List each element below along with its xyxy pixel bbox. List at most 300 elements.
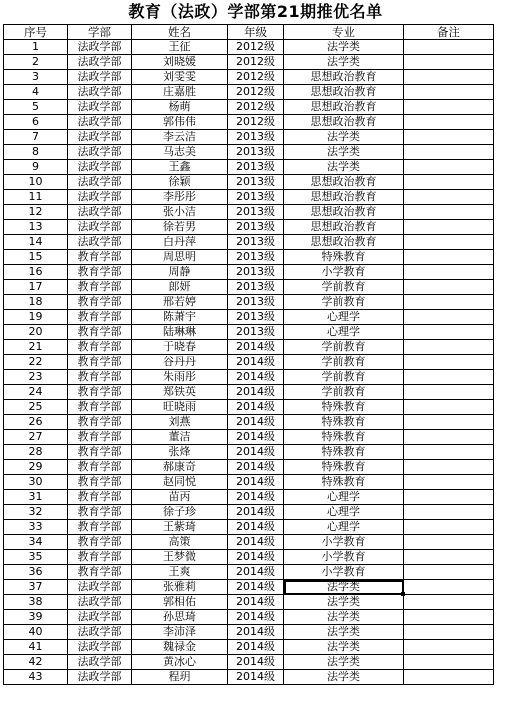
cell-major[interactable]: 思想政治教育 — [284, 100, 404, 115]
table-row — [4, 490, 494, 505]
cell-department[interactable]: 教育学部 — [68, 325, 132, 340]
cell-major[interactable]: 小学教育 — [284, 550, 404, 565]
cell-notes[interactable] — [404, 400, 494, 415]
cell-notes[interactable] — [404, 130, 494, 145]
cell-department[interactable]: 法政学部 — [68, 145, 132, 160]
cell-major[interactable]: 思想政治教育 — [284, 70, 404, 85]
cell-major[interactable]: 法学类 — [284, 595, 404, 610]
table-row — [4, 205, 494, 220]
table-row — [4, 460, 494, 475]
cell-notes[interactable] — [404, 310, 494, 325]
cell-notes[interactable] — [404, 355, 494, 370]
cell-notes[interactable] — [404, 280, 494, 295]
cell-index[interactable]: 2 — [4, 55, 68, 70]
cell-department[interactable]: 教育学部 — [68, 400, 132, 415]
cell-name[interactable]: 赵同悦 — [132, 475, 228, 490]
cell-major[interactable]: 特殊教育 — [284, 475, 404, 490]
cell-grade[interactable]: 2012级 — [228, 40, 284, 55]
cell-notes[interactable] — [404, 220, 494, 235]
cell-major[interactable]: 学前教育 — [284, 280, 404, 295]
cell-notes[interactable] — [404, 520, 494, 535]
cell-name[interactable]: 黄冰心 — [132, 655, 228, 670]
cell-index[interactable]: 34 — [4, 535, 68, 550]
cell-grade[interactable]: 2014级 — [228, 580, 284, 595]
cell-department[interactable]: 教育学部 — [68, 340, 132, 355]
cell-notes[interactable] — [404, 580, 494, 595]
cell-major[interactable]: 特殊教育 — [284, 400, 404, 415]
cell-grade[interactable]: 2013级 — [228, 130, 284, 145]
cell-notes[interactable] — [404, 325, 494, 340]
cell-grade[interactable]: 2013级 — [228, 295, 284, 310]
cell-index[interactable]: 8 — [4, 145, 68, 160]
cell-name[interactable]: 程玥 — [132, 670, 228, 685]
cell-notes[interactable] — [404, 235, 494, 250]
cell-notes[interactable] — [404, 85, 494, 100]
cell-major[interactable]: 法学类 — [284, 580, 404, 595]
cell-department[interactable]: 教育学部 — [68, 520, 132, 535]
cell-index[interactable]: 25 — [4, 400, 68, 415]
table-row — [4, 580, 494, 595]
cell-major[interactable]: 心理学 — [284, 505, 404, 520]
table-row — [4, 595, 494, 610]
cell-grade[interactable]: 2013级 — [228, 190, 284, 205]
cell-notes[interactable] — [404, 490, 494, 505]
cell-notes[interactable] — [404, 250, 494, 265]
cell-grade[interactable]: 2012级 — [228, 55, 284, 70]
cell-grade[interactable]: 2014级 — [228, 625, 284, 640]
table-row — [4, 145, 494, 160]
table-row — [4, 520, 494, 535]
cell-department[interactable]: 教育学部 — [68, 415, 132, 430]
cell-department[interactable]: 教育学部 — [68, 430, 132, 445]
cell-index[interactable]: 32 — [4, 505, 68, 520]
cell-department[interactable]: 教育学部 — [68, 505, 132, 520]
header-department[interactable]: 学部 — [68, 25, 132, 40]
cell-notes[interactable] — [404, 430, 494, 445]
cell-name[interactable]: 王鑫 — [132, 160, 228, 175]
cell-major[interactable]: 思想政治教育 — [284, 175, 404, 190]
cell-name[interactable]: 郝康奇 — [132, 460, 228, 475]
cell-index[interactable]: 27 — [4, 430, 68, 445]
cell-department[interactable]: 法政学部 — [68, 70, 132, 85]
table-row — [4, 445, 494, 460]
cell-index[interactable]: 41 — [4, 640, 68, 655]
cell-grade[interactable]: 2014级 — [228, 655, 284, 670]
cell-major[interactable]: 思想政治教育 — [284, 85, 404, 100]
cell-grade[interactable]: 2014级 — [228, 670, 284, 685]
cell-index[interactable]: 16 — [4, 265, 68, 280]
cell-department[interactable]: 法政学部 — [68, 160, 132, 175]
cell-name[interactable]: 邢若婷 — [132, 295, 228, 310]
cell-notes[interactable] — [404, 115, 494, 130]
cell-index[interactable]: 6 — [4, 115, 68, 130]
cell-grade[interactable]: 2014级 — [228, 520, 284, 535]
cell-department[interactable]: 法政学部 — [68, 205, 132, 220]
cell-notes[interactable] — [404, 460, 494, 475]
header-index[interactable]: 序号 — [4, 25, 68, 40]
cell-notes[interactable] — [404, 190, 494, 205]
table-row — [4, 655, 494, 670]
cell-index[interactable]: 12 — [4, 205, 68, 220]
cell-notes[interactable] — [404, 610, 494, 625]
cell-department[interactable]: 法政学部 — [68, 640, 132, 655]
cell-grade[interactable]: 2014级 — [228, 505, 284, 520]
header-row — [4, 25, 494, 40]
cell-name[interactable]: 白丹萍 — [132, 235, 228, 250]
cell-major[interactable]: 法学类 — [284, 55, 404, 70]
cell-index[interactable]: 23 — [4, 370, 68, 385]
table-row — [4, 430, 494, 445]
cell-name[interactable]: 郭伟伟 — [132, 115, 228, 130]
cell-department[interactable]: 教育学部 — [68, 460, 132, 475]
cell-department[interactable]: 法政学部 — [68, 580, 132, 595]
cell-grade[interactable]: 2012级 — [228, 70, 284, 85]
table-row — [4, 235, 494, 250]
cell-major[interactable]: 法学类 — [284, 640, 404, 655]
cell-major[interactable]: 思想政治教育 — [284, 235, 404, 250]
cell-index[interactable]: 22 — [4, 355, 68, 370]
cell-department[interactable]: 教育学部 — [68, 355, 132, 370]
table-row — [4, 40, 494, 55]
cell-index[interactable]: 21 — [4, 340, 68, 355]
table-row — [4, 340, 494, 355]
table-row — [4, 565, 494, 580]
cell-major[interactable]: 学前教育 — [284, 370, 404, 385]
cell-notes[interactable] — [404, 415, 494, 430]
cell-grade[interactable]: 2014级 — [228, 610, 284, 625]
cell-department[interactable]: 教育学部 — [68, 280, 132, 295]
table-row — [4, 160, 494, 175]
cell-name[interactable]: 王梦微 — [132, 550, 228, 565]
cell-index[interactable]: 26 — [4, 415, 68, 430]
cell-index[interactable]: 35 — [4, 550, 68, 565]
cell-department[interactable]: 法政学部 — [68, 610, 132, 625]
cell-department[interactable]: 教育学部 — [68, 265, 132, 280]
cell-notes[interactable] — [404, 640, 494, 655]
cell-department[interactable]: 教育学部 — [68, 535, 132, 550]
cell-grade[interactable]: 2014级 — [228, 535, 284, 550]
cell-major[interactable]: 特殊教育 — [284, 430, 404, 445]
cell-index[interactable]: 42 — [4, 655, 68, 670]
cell-name[interactable]: 张小洁 — [132, 205, 228, 220]
cell-name[interactable]: 高策 — [132, 535, 228, 550]
cell-major[interactable]: 法学类 — [284, 625, 404, 640]
table-row — [4, 400, 494, 415]
cell-index[interactable]: 39 — [4, 610, 68, 625]
cell-department[interactable]: 法政学部 — [68, 190, 132, 205]
cell-notes[interactable] — [404, 370, 494, 385]
cell-notes[interactable] — [404, 55, 494, 70]
table-row — [4, 175, 494, 190]
cell-major[interactable]: 学前教育 — [284, 295, 404, 310]
cell-major[interactable]: 特殊教育 — [284, 415, 404, 430]
cell-major[interactable]: 特殊教育 — [284, 460, 404, 475]
cell-notes[interactable] — [404, 145, 494, 160]
cell-major[interactable]: 小学教育 — [284, 265, 404, 280]
cell-major[interactable]: 思想政治教育 — [284, 205, 404, 220]
cell-grade[interactable]: 2014级 — [228, 370, 284, 385]
cell-department[interactable]: 教育学部 — [68, 370, 132, 385]
cell-grade[interactable]: 2014级 — [228, 445, 284, 460]
cell-major[interactable]: 思想政治教育 — [284, 220, 404, 235]
cell-major[interactable]: 心理学 — [284, 310, 404, 325]
table-row — [4, 355, 494, 370]
cell-name[interactable]: 李云洁 — [132, 130, 228, 145]
cell-major[interactable]: 思想政治教育 — [284, 115, 404, 130]
cell-department[interactable]: 教育学部 — [68, 310, 132, 325]
cell-name[interactable]: 刘雯雯 — [132, 70, 228, 85]
cell-grade[interactable]: 2014级 — [228, 475, 284, 490]
cell-name[interactable]: 陈萧宇 — [132, 310, 228, 325]
cell-name[interactable]: 徐若男 — [132, 220, 228, 235]
cell-notes[interactable] — [404, 445, 494, 460]
cell-notes[interactable] — [404, 385, 494, 400]
table-row — [4, 250, 494, 265]
cell-department[interactable]: 法政学部 — [68, 55, 132, 70]
cell-grade[interactable]: 2014级 — [228, 340, 284, 355]
cell-grade[interactable]: 2013级 — [228, 250, 284, 265]
table-row — [4, 265, 494, 280]
cell-department[interactable]: 教育学部 — [68, 550, 132, 565]
header-name[interactable]: 姓名 — [132, 25, 228, 40]
cell-major[interactable]: 心理学 — [284, 520, 404, 535]
cell-department[interactable]: 法政学部 — [68, 130, 132, 145]
table-row — [4, 385, 494, 400]
cell-name[interactable]: 刘晓媛 — [132, 55, 228, 70]
cell-grade[interactable]: 2014级 — [228, 400, 284, 415]
cell-name[interactable]: 徐子珍 — [132, 505, 228, 520]
header-notes[interactable]: 备注 — [404, 25, 494, 40]
cell-index[interactable]: 28 — [4, 445, 68, 460]
cell-department[interactable]: 法政学部 — [68, 175, 132, 190]
cell-index[interactable]: 36 — [4, 565, 68, 580]
table-row — [4, 415, 494, 430]
cell-index[interactable]: 40 — [4, 625, 68, 640]
cell-department[interactable]: 法政学部 — [68, 625, 132, 640]
cell-major[interactable]: 小学教育 — [284, 535, 404, 550]
cell-index[interactable]: 4 — [4, 85, 68, 100]
cell-index[interactable]: 5 — [4, 100, 68, 115]
table-row — [4, 70, 494, 85]
cell-major[interactable]: 法学类 — [284, 670, 404, 685]
cell-index[interactable]: 30 — [4, 475, 68, 490]
cell-notes[interactable] — [404, 655, 494, 670]
cell-index[interactable]: 14 — [4, 235, 68, 250]
cell-name[interactable]: 孙思琦 — [132, 610, 228, 625]
cell-index[interactable]: 11 — [4, 190, 68, 205]
cell-name[interactable]: 陆琳琳 — [132, 325, 228, 340]
header-grade[interactable]: 年级 — [228, 25, 284, 40]
cell-name[interactable]: 王紫琦 — [132, 520, 228, 535]
cell-index[interactable]: 18 — [4, 295, 68, 310]
table-row — [4, 190, 494, 205]
cell-index[interactable]: 17 — [4, 280, 68, 295]
fill-handle[interactable] — [401, 592, 405, 596]
cell-index[interactable]: 33 — [4, 520, 68, 535]
cell-index[interactable]: 13 — [4, 220, 68, 235]
header-major[interactable]: 专业 — [284, 25, 404, 40]
cell-name[interactable]: 周思明 — [132, 250, 228, 265]
cell-grade[interactable]: 2014级 — [228, 460, 284, 475]
cell-name[interactable]: 朱雨彤 — [132, 370, 228, 385]
cell-department[interactable]: 法政学部 — [68, 85, 132, 100]
cell-name[interactable]: 李彤彤 — [132, 190, 228, 205]
cell-major[interactable]: 学前教育 — [284, 355, 404, 370]
cell-grade[interactable]: 2014级 — [228, 430, 284, 445]
cell-name[interactable]: 周静 — [132, 265, 228, 280]
cell-notes[interactable] — [404, 205, 494, 220]
cell-grade[interactable]: 2013级 — [228, 175, 284, 190]
cell-index[interactable]: 29 — [4, 460, 68, 475]
cell-notes[interactable] — [404, 40, 494, 55]
table-row — [4, 535, 494, 550]
cell-major[interactable]: 学前教育 — [284, 385, 404, 400]
cell-department[interactable]: 教育学部 — [68, 475, 132, 490]
cell-index[interactable]: 37 — [4, 580, 68, 595]
cell-notes[interactable] — [404, 160, 494, 175]
cell-department[interactable]: 法政学部 — [68, 595, 132, 610]
cell-name[interactable]: 旺晓雨 — [132, 400, 228, 415]
table-row — [4, 130, 494, 145]
cell-name[interactable]: 刘燕 — [132, 415, 228, 430]
cell-notes[interactable] — [404, 175, 494, 190]
cell-name[interactable]: 徐颖 — [132, 175, 228, 190]
table-row — [4, 85, 494, 100]
cell-name[interactable]: 张雅莉 — [132, 580, 228, 595]
cell-index[interactable]: 19 — [4, 310, 68, 325]
cell-major[interactable]: 小学教育 — [284, 565, 404, 580]
cell-grade[interactable]: 2014级 — [228, 490, 284, 505]
cell-grade[interactable]: 2014级 — [228, 595, 284, 610]
cell-department[interactable]: 法政学部 — [68, 655, 132, 670]
cell-notes[interactable] — [404, 475, 494, 490]
sheet-title: 教育（法政）学部第21期推优名单 — [128, 2, 383, 21]
cell-department[interactable]: 法政学部 — [68, 220, 132, 235]
table-row — [4, 310, 494, 325]
cell-notes[interactable] — [404, 565, 494, 580]
cell-name[interactable]: 杨萌 — [132, 100, 228, 115]
cell-major[interactable]: 法学类 — [284, 145, 404, 160]
cell-grade[interactable]: 2013级 — [228, 280, 284, 295]
cell-department[interactable]: 法政学部 — [68, 115, 132, 130]
cell-department[interactable]: 法政学部 — [68, 670, 132, 685]
cell-major[interactable]: 学前教育 — [284, 340, 404, 355]
cell-name[interactable]: 张烽 — [132, 445, 228, 460]
cell-notes[interactable] — [404, 550, 494, 565]
cell-notes[interactable] — [404, 670, 494, 685]
cell-grade[interactable]: 2013级 — [228, 325, 284, 340]
cell-major[interactable]: 法学类 — [284, 130, 404, 145]
cell-department[interactable]: 法政学部 — [68, 40, 132, 55]
cell-major[interactable]: 心理学 — [284, 325, 404, 340]
cell-notes[interactable] — [404, 265, 494, 280]
cell-name[interactable]: 庄嘉胜 — [132, 85, 228, 100]
cell-name[interactable]: 郎妍 — [132, 280, 228, 295]
cell-index[interactable]: 10 — [4, 175, 68, 190]
cell-department[interactable]: 教育学部 — [68, 445, 132, 460]
cell-index[interactable]: 38 — [4, 595, 68, 610]
cell-grade[interactable]: 2013级 — [228, 205, 284, 220]
cell-department[interactable]: 教育学部 — [68, 250, 132, 265]
cell-department[interactable]: 教育学部 — [68, 490, 132, 505]
cell-name[interactable]: 郭相佑 — [132, 595, 228, 610]
cell-name[interactable]: 郑铁英 — [132, 385, 228, 400]
cell-notes[interactable] — [404, 100, 494, 115]
cell-grade[interactable]: 2012级 — [228, 115, 284, 130]
cell-department[interactable]: 法政学部 — [68, 235, 132, 250]
cell-grade[interactable]: 2012级 — [228, 85, 284, 100]
cell-notes[interactable] — [404, 535, 494, 550]
cell-major[interactable]: 心理学 — [284, 490, 404, 505]
cell-department[interactable]: 教育学部 — [68, 295, 132, 310]
table-row — [4, 670, 494, 685]
cell-name[interactable]: 魏禄金 — [132, 640, 228, 655]
cell-grade[interactable]: 2012级 — [228, 100, 284, 115]
cell-grade[interactable]: 2014级 — [228, 385, 284, 400]
cell-grade[interactable]: 2014级 — [228, 640, 284, 655]
cell-name[interactable]: 马志美 — [132, 145, 228, 160]
cell-index[interactable]: 24 — [4, 385, 68, 400]
cell-name[interactable]: 董洁 — [132, 430, 228, 445]
cell-major[interactable]: 法学类 — [284, 160, 404, 175]
table-body — [4, 40, 494, 685]
cell-grade[interactable]: 2014级 — [228, 355, 284, 370]
cell-major[interactable]: 法学类 — [284, 610, 404, 625]
cell-grade[interactable]: 2013级 — [228, 235, 284, 250]
cell-notes[interactable] — [404, 70, 494, 85]
cell-index[interactable]: 31 — [4, 490, 68, 505]
cell-grade[interactable]: 2013级 — [228, 265, 284, 280]
cell-department[interactable]: 法政学部 — [68, 100, 132, 115]
cell-index[interactable]: 7 — [4, 130, 68, 145]
cell-index[interactable]: 3 — [4, 70, 68, 85]
cell-grade[interactable]: 2013级 — [228, 220, 284, 235]
cell-name[interactable]: 于晓春 — [132, 340, 228, 355]
table-row — [4, 640, 494, 655]
cell-name[interactable]: 李沛泽 — [132, 625, 228, 640]
cell-grade[interactable]: 2014级 — [228, 565, 284, 580]
cell-grade[interactable]: 2013级 — [228, 310, 284, 325]
cell-index[interactable]: 9 — [4, 160, 68, 175]
cell-name[interactable]: 苗丙 — [132, 490, 228, 505]
cell-grade[interactable]: 2013级 — [228, 145, 284, 160]
cell-major[interactable]: 法学类 — [284, 40, 404, 55]
cell-name[interactable]: 王爽 — [132, 565, 228, 580]
cell-notes[interactable] — [404, 625, 494, 640]
cell-grade[interactable]: 2013级 — [228, 160, 284, 175]
cell-grade[interactable]: 2014级 — [228, 550, 284, 565]
cell-grade[interactable]: 2014级 — [228, 415, 284, 430]
cell-notes[interactable] — [404, 505, 494, 520]
cell-department[interactable]: 教育学部 — [68, 565, 132, 580]
cell-notes[interactable] — [404, 595, 494, 610]
cell-major[interactable]: 思想政治教育 — [284, 190, 404, 205]
cell-index[interactable]: 20 — [4, 325, 68, 340]
cell-notes[interactable] — [404, 340, 494, 355]
cell-major[interactable]: 特殊教育 — [284, 250, 404, 265]
cell-major[interactable]: 特殊教育 — [284, 445, 404, 460]
cell-name[interactable]: 王征 — [132, 40, 228, 55]
cell-index[interactable]: 43 — [4, 670, 68, 685]
cell-index[interactable]: 15 — [4, 250, 68, 265]
cell-name[interactable]: 谷丹丹 — [132, 355, 228, 370]
cell-notes[interactable] — [404, 295, 494, 310]
table-row — [4, 325, 494, 340]
cell-major[interactable]: 法学类 — [284, 655, 404, 670]
cell-department[interactable]: 教育学部 — [68, 385, 132, 400]
cell-index[interactable]: 1 — [4, 40, 68, 55]
roster-table — [3, 24, 494, 685]
